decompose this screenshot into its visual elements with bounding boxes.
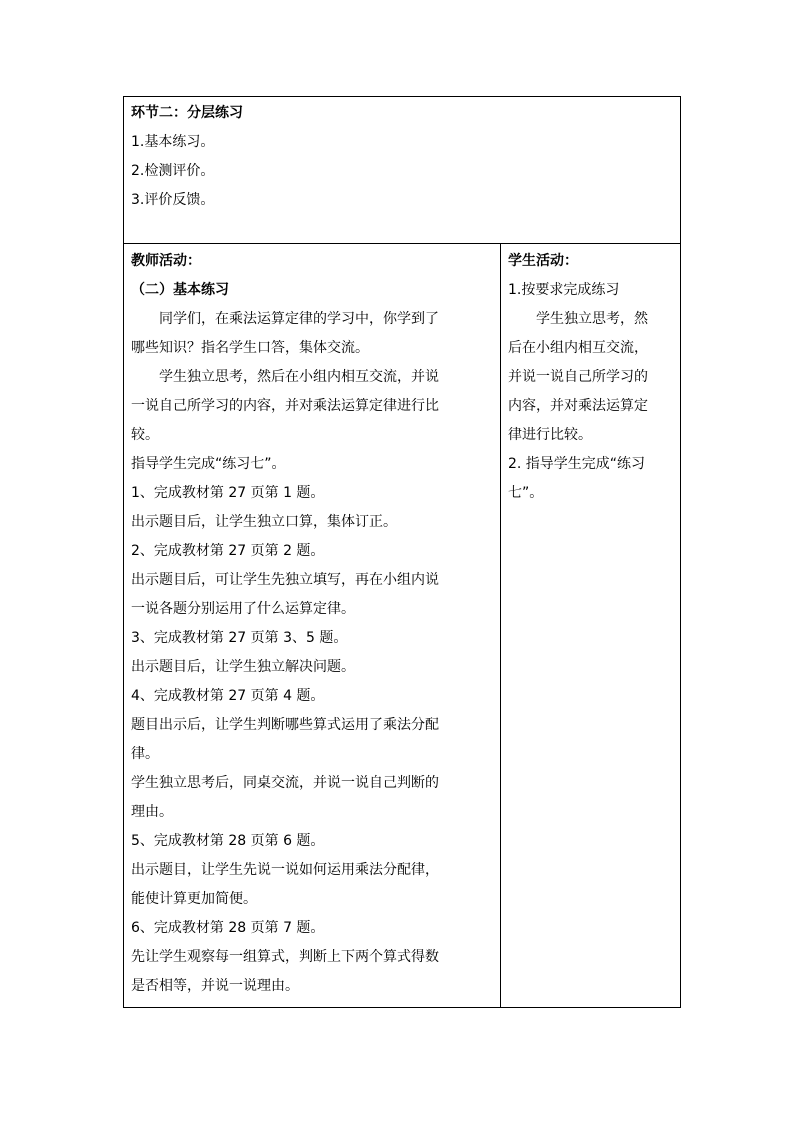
teacher-text-line: 是否相等，并说一说理由。 (131, 978, 299, 994)
teacher-text-line: 一说自己所学习的内容，并对乘法运算定律进行比 (131, 398, 439, 414)
student-activity-cell (508, 247, 676, 508)
row-divider (123, 243, 681, 244)
stage-item: 1.基本练习。 (131, 134, 215, 150)
teacher-lines (131, 305, 495, 1001)
teacher-text-line: 同学们，在乘法运算定律的学习中，你学到了 (159, 311, 439, 327)
teacher-text-line: 题目出示后，让学生判断哪些算式运用了乘法分配 (131, 717, 439, 733)
lesson-table (123, 96, 681, 1008)
table-border-right (680, 96, 681, 1008)
stage-item: 2.检测评价。 (131, 163, 215, 179)
teacher-text-line: 理由。 (131, 804, 173, 820)
teacher-text-line: 指导学生完成“练习七”。 (131, 456, 286, 472)
student-text-line: 律进行比较。 (508, 427, 592, 443)
column-divider (500, 243, 501, 1008)
student-lines (508, 276, 676, 508)
teacher-text-line: 能使计算更加简便。 (131, 891, 257, 907)
student-text-line: 内容，并对乘法运算定 (508, 398, 648, 414)
student-text-line: 2. 指导学生完成“练习 (508, 456, 646, 472)
teacher-heading: 教师活动： (131, 253, 201, 269)
teacher-text-line: 1、完成教材第 27 页第 1 题。 (131, 485, 325, 501)
teacher-text-line: 2、完成教材第 27 页第 2 题。 (131, 543, 325, 559)
student-text-line: 七”。 (508, 485, 544, 501)
table-border-bottom (123, 1007, 681, 1008)
teacher-text-line: 6、完成教材第 28 页第 7 题。 (131, 920, 325, 936)
teacher-text-line: 出示题目后，让学生独立解决问题。 (131, 659, 355, 675)
teacher-text-line: 出示题目后，让学生独立口算，集体订正。 (131, 514, 397, 530)
teacher-text-line: 出示题目后，可让学生先独立填写，再在小组内说 (131, 572, 439, 588)
teacher-text-line: 哪些知识？指名学生口答，集体交流。 (131, 340, 369, 356)
teacher-text-line: 5、完成教材第 28 页第 6 题。 (131, 833, 325, 849)
student-heading: 学生活动： (508, 253, 578, 269)
teacher-text-line: 3、完成教材第 27 页第 3、5 题。 (131, 630, 348, 646)
student-text-line: 1.按要求完成练习 (508, 282, 620, 298)
table-border-top (123, 96, 681, 97)
teacher-text-line: 先让学生观察每一组算式，判断上下两个算式得数 (131, 949, 439, 965)
teacher-section-title: （二）基本练习 (131, 282, 229, 298)
teacher-text-line: 出示题目，让学生先说一说如何运用乘法分配律， (131, 862, 439, 878)
teacher-text-line: 一说各题分别运用了什么运算定律。 (131, 601, 355, 617)
student-text-line: 学生独立思考，然 (536, 311, 648, 327)
teacher-text-line: 律。 (131, 746, 159, 762)
stage-heading: 环节二：分层练习 (131, 105, 243, 121)
teacher-text-line: 学生独立思考，然后在小组内相互交流，并说 (159, 369, 439, 385)
table-border-left (123, 96, 124, 1008)
teacher-text-line: 学生独立思考后，同桌交流，并说一说自己判断的 (131, 775, 439, 791)
teacher-text-line: 4、完成教材第 27 页第 4 题。 (131, 688, 325, 704)
student-text-line: 并说一说自己所学习的 (508, 369, 648, 385)
teacher-text-line: 较。 (131, 427, 159, 443)
stage-item: 3.评价反馈。 (131, 192, 215, 208)
stage-cell (131, 99, 671, 215)
teacher-activity-cell (131, 247, 495, 1001)
student-text-line: 后在小组内相互交流， (508, 340, 648, 356)
